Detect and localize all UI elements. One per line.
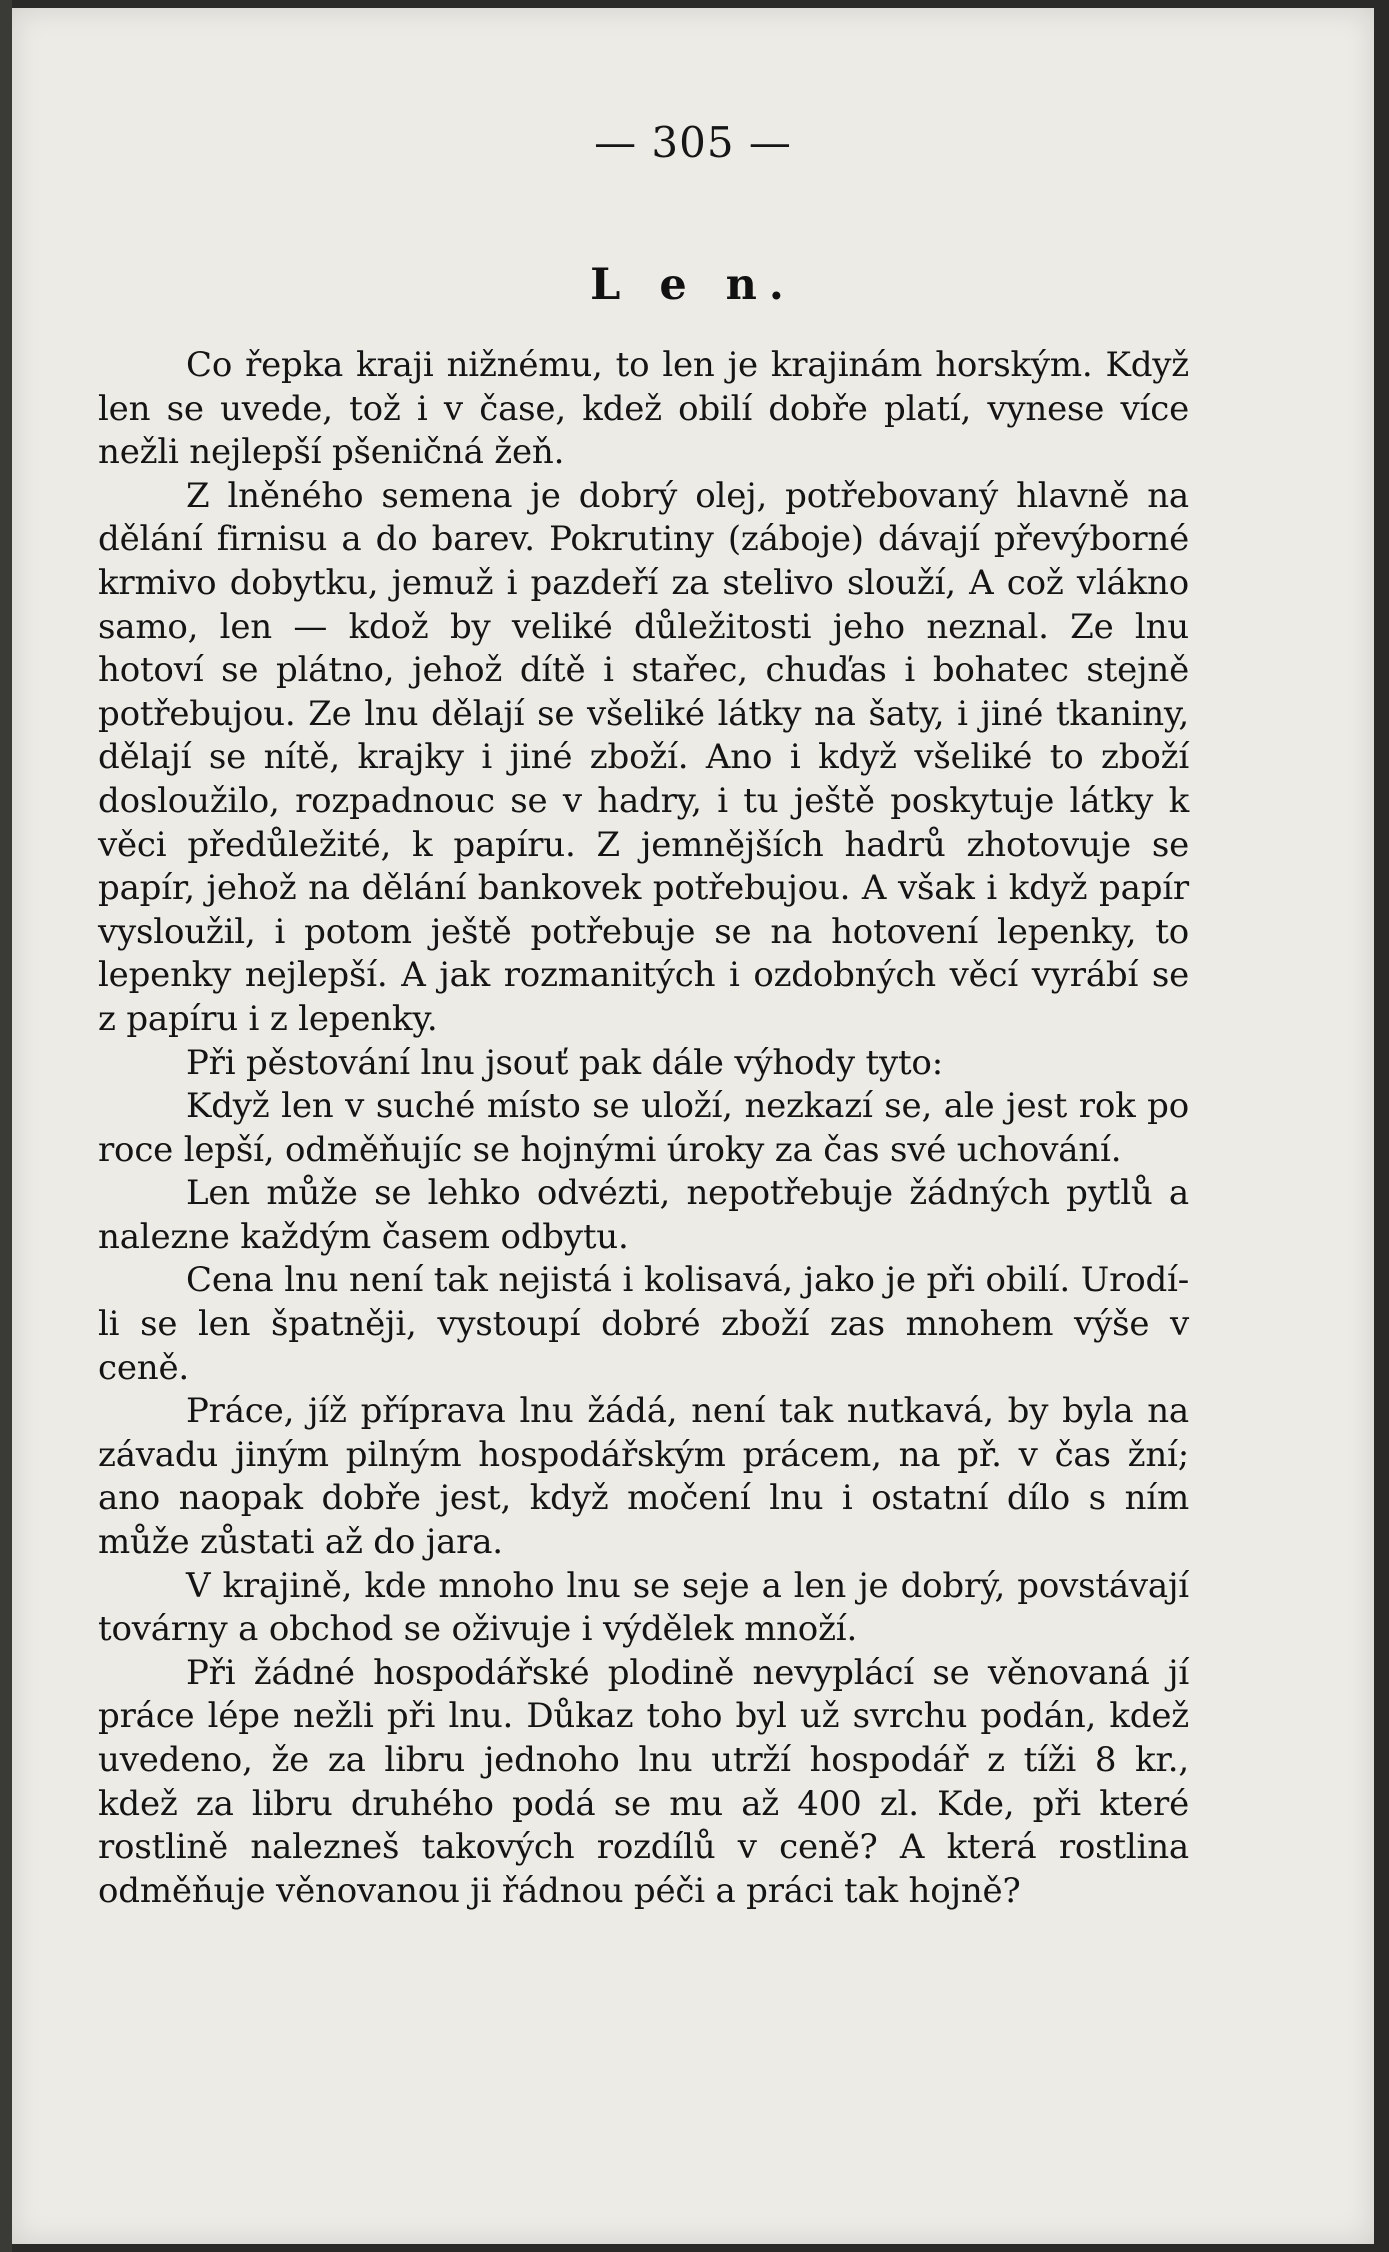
body-text (98, 344, 1189, 1913)
paragraph: Když len v suché místo se uloží, nezkazí se, ale jest rok po roce lepší, odměňujíc se hojnými úroky za čas své uchování. (98, 1086, 1189, 1170)
scan-border (0, 0, 12, 2252)
book-page (12, 8, 1374, 2244)
paragraph: Len může se lehko odvézti, nepotřebuje žádných pytlů a nalezne každým časem odbytu. (98, 1173, 1189, 1257)
paragraph: V krajině, kde mnoho lnu se seje a len je dobrý, povstávají továrny a obchod se oživuje i výdělek množí. (98, 1565, 1189, 1650)
paragraph: Cena lnu není tak nejistá i kolisavá, jako je při obilí. Urodí-li se len špatněji, vystoupí dobré zboží zas mnohem výše v ceně. (98, 1260, 1189, 1388)
paragraph: Co řepka kraji nižnému, to len je krajinám horským. Když len se uvede, tož i v čase, kdež obilí dobře platí, vynese více nežli nejlepší pšeničná žeň. (98, 345, 1189, 473)
paragraph: Z lněného semena je dobrý olej, potřebovaný hlavně na dělání firnisu a do barev. Pokrutiny (záboje) dávají převýborné krmivo dobytku, jemuž i pazdeří za stelivo slouží, A což vlákno samo, len — kdož by veliké důležitosti jeho neznal. Ze lnu hotoví se plátno, jehož dítě i stařec, chuďas i bohatec stejně potřebujou. Ze lnu dělají se všeliké látky na šaty, i jiné tkaniny, dělají se nítě, krajky i jiné zboží. Ano i když všeliké to zboží dosloužilo, rozpadnouc se v hadry, i tu ještě poskytuje látky k věci předůležité, k papíru. Z jemnějších hadrů zhotovuje se papír, jehož na dělání bankovek potřebujou. A však i když papír vysloužil, i potom ještě potřebuje se na hotovení lepenky, to lepenky nejlepší. A jak rozmanitých i ozdobných věcí vyrábí se z papíru i z lepenky. (98, 475, 1189, 1039)
chapter-title: L e n. (590, 260, 796, 310)
paragraph: Při pěstování lnu jsouť pak dále výhody tyto: (186, 1042, 943, 1083)
paragraph: Při žádné hospodářské plodině nevyplácí se věnovaná jí práce lépe nežli při lnu. Důkaz toho byl už svrchu podán, kdež uvedeno, že za libru jednoho lnu utrží hospodář z tíži 8 kr., kdež za libru druhého podá se mu až 400 zl. Kde, při které rostlině nalezneš takových rozdílů v ceně? A která rostlina odměňuje věnovanou ji řádnou péči a práci tak hojně? (98, 1652, 1189, 1911)
page-number: — 305 — (594, 118, 792, 167)
paragraph: Práce, jíž příprava lnu žádá, není tak nutkavá, by byla na závadu jiným pilným hospodářským prácem, na př. v čas žní; ano naopak dobře jest, když močení lnu i ostatní dílo s ním může zůstati až do jara. (98, 1391, 1189, 1563)
